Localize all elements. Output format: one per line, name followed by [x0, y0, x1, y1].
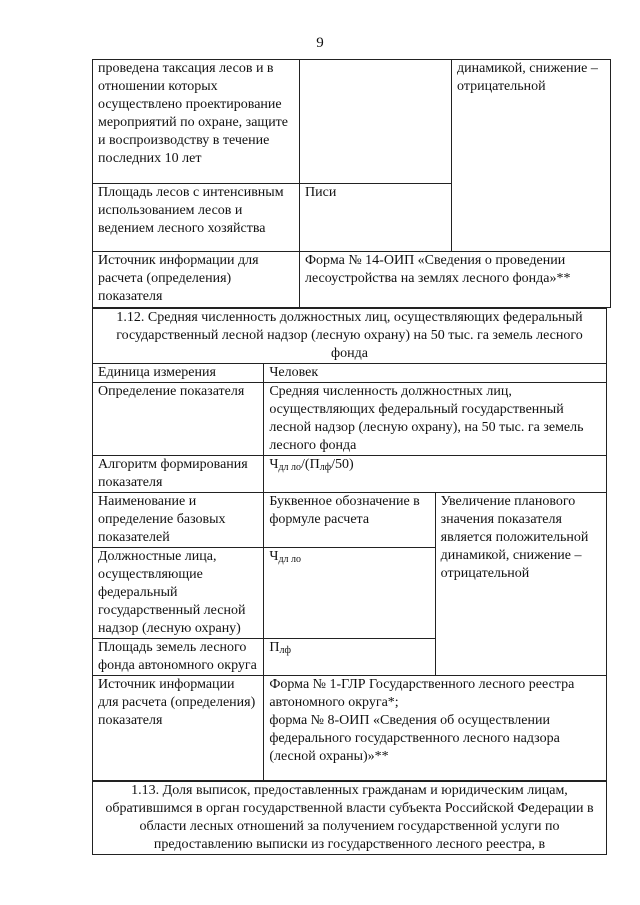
table-cell: Человек	[264, 364, 607, 383]
table-cell: Наименование и определение базовых показателей	[93, 493, 264, 548]
formula-subscript: лф	[319, 462, 332, 473]
table-cell	[264, 676, 607, 781]
formula-part: /50)	[331, 457, 354, 472]
table-cell: Единица измерения	[93, 364, 264, 383]
formula-cell	[264, 456, 607, 493]
indicator-1-12-table	[92, 308, 607, 781]
source-line: Форма № 1-ГЛР Государственного лесного реестра автономного округа*;	[269, 677, 575, 710]
symbol-cell	[264, 639, 435, 676]
table-cell: Должностные лица, осуществляющие федеральный государственный лесной надзор (лесную охрану)	[93, 548, 264, 639]
page-number: 9	[316, 35, 324, 51]
formula-part: /(П	[301, 457, 320, 472]
table-row	[93, 60, 611, 184]
table-cell: Форма № 14-ОИП «Сведения о проведении лесоустройства на землях лесного фонда»**	[300, 252, 611, 308]
table-cell: Площадь земель лесного фонда автономного округа	[93, 639, 264, 676]
indicator-1-11-table	[92, 59, 611, 308]
document-body	[92, 59, 607, 855]
table-cell: Буквенное обозначение в формуле расчета	[264, 493, 435, 548]
table-cell: Средняя численность должностных лиц, осуществляющих федеральный государственный лесной надзор (лесную охрану), на 50 тыс. га земель лесного фонда	[264, 383, 607, 456]
table-row	[93, 676, 607, 781]
table-cell: Писи	[300, 184, 452, 252]
symbol-subscript: дл ло	[278, 554, 302, 565]
source-line: форма № 8-ОИП «Сведения об осуществлении федерального государственного лесного надзора (лесной охраны)»**	[269, 713, 560, 764]
table-row	[93, 456, 607, 493]
symbol-main: Ч	[269, 549, 279, 564]
table-row	[93, 383, 607, 456]
table-cell	[300, 60, 452, 184]
table-cell: Алгоритм формирования показателя	[93, 456, 264, 493]
table-cell: Источник информации для расчета (определения) показателя	[93, 676, 264, 781]
symbol-subscript: лф	[279, 645, 291, 656]
table-cell: проведена таксация лесов и в отношении которых осуществлено проектирование мероприятий по охране, защите и воспроизводству в течение последних 10 лет	[93, 60, 300, 184]
symbol-cell	[264, 548, 435, 639]
table-row	[93, 364, 607, 383]
table-cell: динамикой, снижение – отрицательной	[452, 60, 611, 252]
table-cell: Определение показателя	[93, 383, 264, 456]
formula-subscript: дл ло	[278, 462, 302, 473]
table-row	[93, 782, 607, 855]
table-cell: Увеличение планового значения показателя является положительной динамикой, снижение – отрицательной	[435, 493, 606, 676]
table-row	[93, 493, 607, 548]
indicator-1-13-table	[92, 781, 607, 855]
table-row	[93, 309, 607, 364]
table-cell: Площадь лесов с интенсивным использованием лесов и ведением лесного хозяйства	[93, 184, 300, 252]
symbol-main: П	[269, 640, 280, 655]
table-cell: Источник информации для расчета (определения) показателя	[93, 252, 300, 308]
section-title: 1.13. Доля выписок, предоставленных гражданам и юридическим лицам, обратившимся в орган государственной власти субъекта Российской Федерации в области лесных отношений за получением государственной услуги по предоставлению выписки из государственного лесного реестра, в	[93, 782, 607, 855]
table-row	[93, 252, 611, 308]
section-title: 1.12. Средняя численность должностных лиц, осуществляющих федеральный государственный лесной надзор (лесную охрану) на 50 тыс. га земель лесного фонда	[93, 309, 607, 364]
formula-part: Ч	[269, 457, 279, 472]
